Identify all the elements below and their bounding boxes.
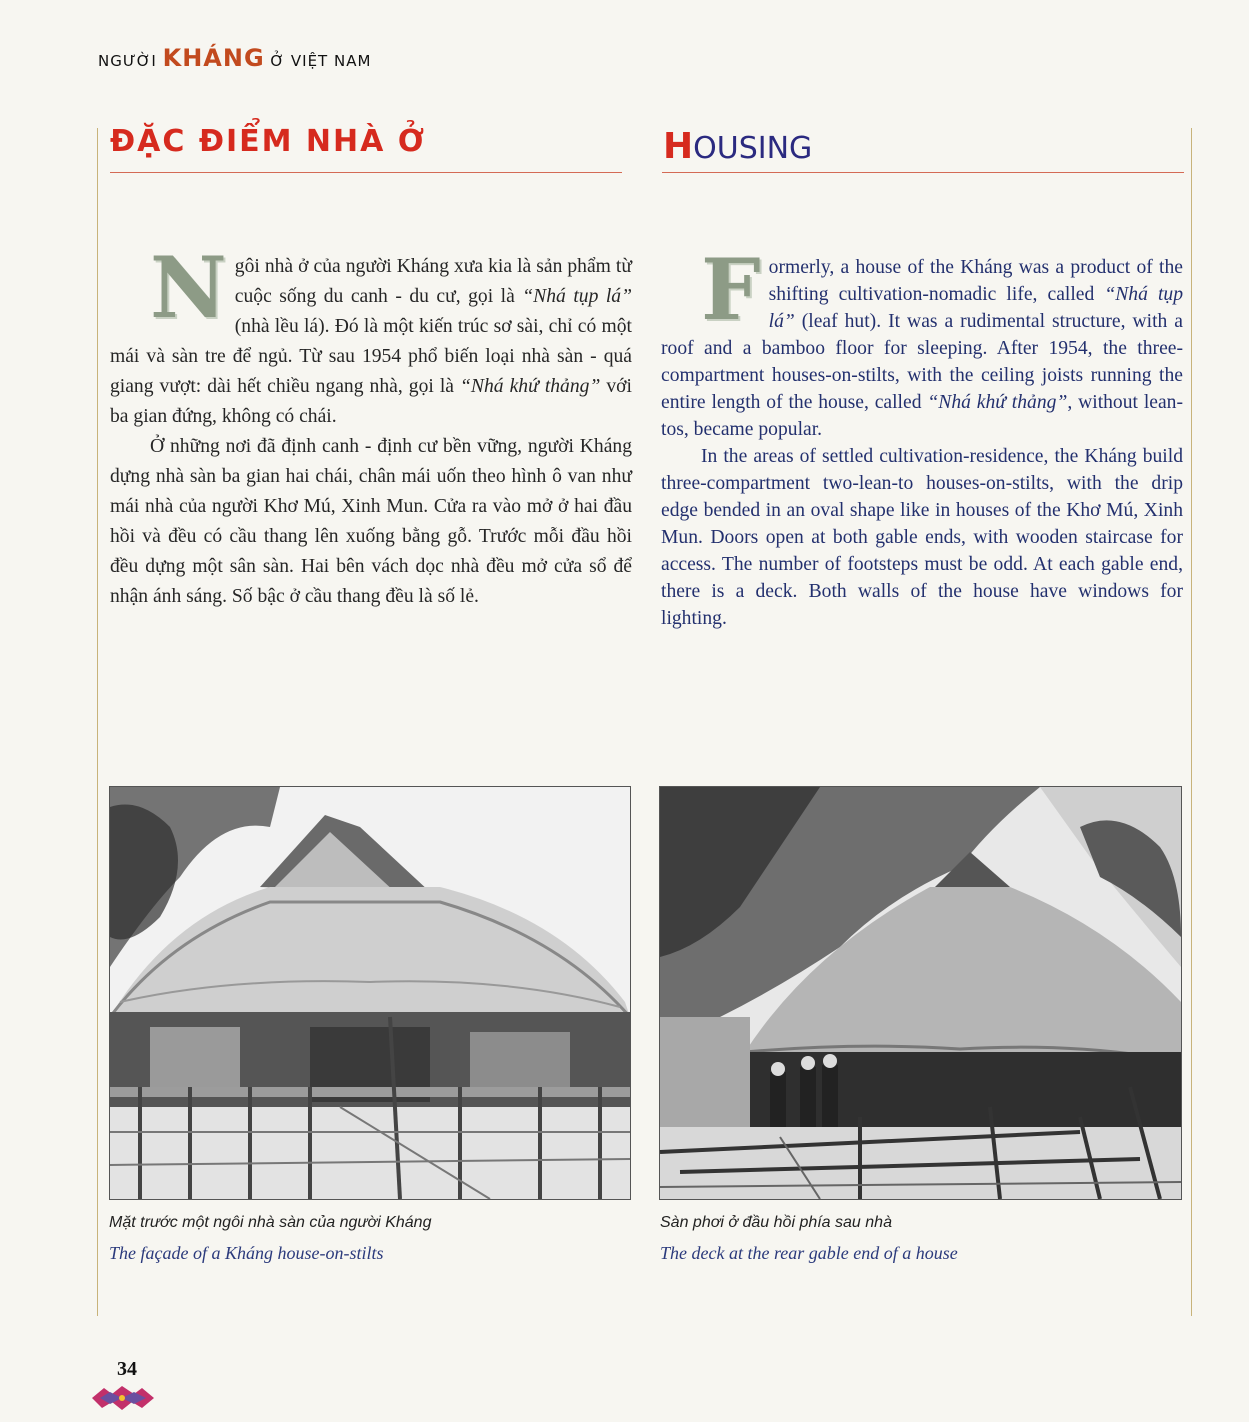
p1-vi-italic-b: “Nhá khứ thảng” xyxy=(460,376,601,397)
right-margin-rule xyxy=(1191,128,1192,1316)
photo-house-facade xyxy=(109,786,631,1200)
dropcap-vi: N xyxy=(150,238,227,337)
p1-vi-text-c: với ba gian đứng, không có chái. xyxy=(110,376,632,427)
dropcap-en: F xyxy=(701,240,761,339)
body-text-vi xyxy=(110,238,632,612)
body-text-en xyxy=(661,240,1184,632)
paragraph-en-1 xyxy=(661,240,1184,443)
paragraph-en-2: In the areas of settled cultivation-residence, the Kháng build three-compartment two-lean-to houses-on-stilts, with the drip edge bended in an oval shape like in houses of the Khơ Mú, Xinh Mun. Doors open at both gable ends, with wooden staircase for access. The number of footsteps must be odd. At each gable end, there is a deck. Both walls of the house have windows for lighting. xyxy=(661,446,1183,629)
running-head-after: Ở VIỆT NAM xyxy=(264,52,372,70)
page-number: 34 xyxy=(117,1358,137,1380)
p1-vi-italic-a: “Nhá tụp lá” xyxy=(522,286,632,307)
caption-en-1: The façade of a Kháng house-on-stilts xyxy=(109,1243,384,1263)
decorative-ornament-icon xyxy=(90,1382,156,1412)
house-deck-illustration xyxy=(660,787,1181,1199)
section-title-en xyxy=(663,126,812,167)
running-head-accent: KHÁNG xyxy=(162,44,265,72)
caption-vi-1: Mặt trước một ngôi nhà sàn của người Kháng xyxy=(109,1214,432,1231)
running-head-before: NGƯỜI xyxy=(98,52,163,70)
photo-house-deck xyxy=(659,786,1182,1200)
title-rule-en xyxy=(662,172,1184,173)
p1-en-text-c: , without lean-tos, became popular. xyxy=(661,392,1183,440)
section-title-vi: ĐẶC ĐIỂM NHÀ Ở xyxy=(110,124,426,159)
p1-en-text-a: ormerly, a house of the Kháng was a product of the shifting cultivation-nomadic life, called xyxy=(768,257,1183,305)
left-margin-rule xyxy=(97,128,98,1316)
running-head xyxy=(98,44,371,72)
p1-en-italic-a: “Nhá tụp lá” xyxy=(768,284,1184,332)
paragraph-vi-2: Ở những nơi đã định canh - định cư bền vững, người Kháng dựng nhà sàn ba gian hai chái, chân mái uốn theo hình ô van như mái nhà của người Khơ Mú, Xinh Mun. Cửa ra vào mở ở hai đầu hồi và đều có cầu thang lên xuống bằng gỗ. Trước mỗi đầu hồi đều dựng một sân sàn. Hai bên vách dọc nhà đều mở cửa sổ để nhận ánh sáng. Số bậc ở cầu thang đều là số lẻ. xyxy=(110,436,632,607)
caption-vi-2: Sàn phơi ở đầu hồi phía sau nhà xyxy=(660,1214,892,1231)
title-en-rest: OUSING xyxy=(693,131,813,166)
house-facade-illustration xyxy=(110,787,630,1199)
p1-en-italic-b: “Nhá khứ thảng” xyxy=(927,392,1068,413)
caption-en-2: The deck at the rear gable end of a house xyxy=(660,1243,958,1263)
p1-en-text-b: (leaf hut). It was a rudimental structure, with a roof and a bamboo floor for sleeping. After 1954, the three-compartment houses-on-stilts, with the ceiling joists running the entire length of the house, called xyxy=(661,311,1183,413)
p1-vi-text-b: (nhà lều lá). Đó là một kiến trúc sơ sài, chỉ có một mái và sàn tre để ngủ. Từ sau 1954 phổ biến loại nhà sàn - quá giang vượt: dài hết chiều ngang nhà, gọi là xyxy=(110,316,632,397)
p1-vi-text-a: gôi nhà ở của người Kháng xưa kia là sản phẩm từ cuộc sống du canh - du cư, gọi là xyxy=(234,256,632,307)
title-en-cap: H xyxy=(663,126,694,167)
title-rule-vi xyxy=(110,172,622,173)
paragraph-vi-1 xyxy=(110,238,632,432)
